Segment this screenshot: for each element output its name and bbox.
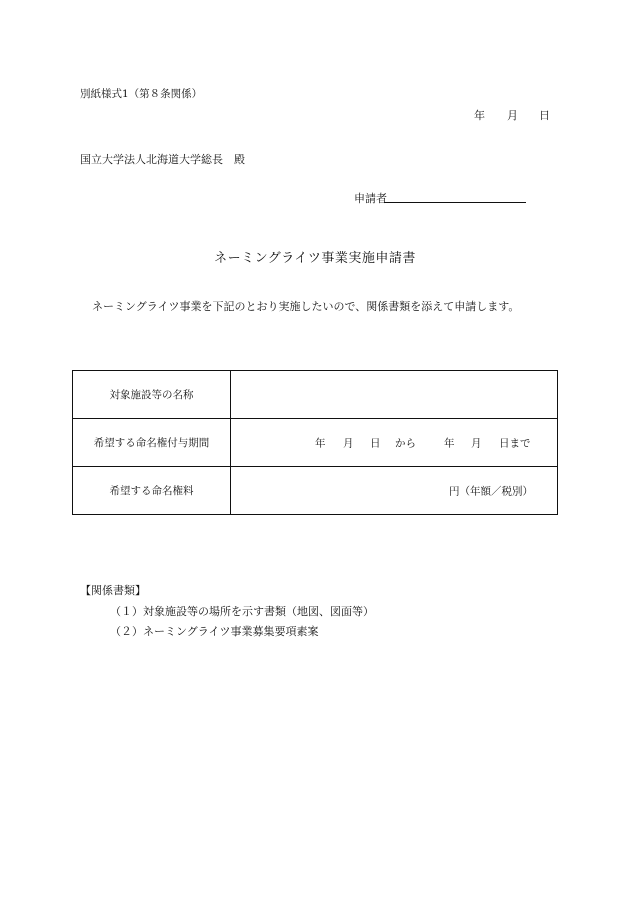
period-until: 日まで [499,437,531,449]
period-field[interactable] [231,419,558,467]
period-end-year: 年 [444,437,455,449]
period-from: から [395,437,416,449]
date-day: 日 [539,109,550,122]
related-item-1: （１）対象施設等の場所を示す書類（地図、図面等） [110,605,374,618]
date-month: 月 [507,109,518,122]
document-title: ネーミングライツ事業実施申請書 [214,251,416,266]
period-end-month: 月 [471,437,482,449]
table-row-fee [73,467,558,515]
date-year: 年 [474,109,485,122]
period-start-month: 月 [343,437,354,449]
form-code: 別紙様式1（第８条関係） [80,88,203,100]
fee-suffix: 円（年額／税別） [449,485,533,497]
intro-text: ネーミングライツ事業を下記のとおり実施したいので、関係書類を添えて申請します。 [92,300,520,313]
period-label: 希望する命名権付与期間 [73,419,231,467]
addressee: 国立大学法人北海道大学総長 殿 [80,153,245,166]
application-table [72,370,558,515]
related-item-2: （２）ネーミングライツ事業募集要項素案 [110,625,319,638]
facility-name-field[interactable] [231,371,558,419]
fee-label: 希望する命名権料 [73,467,231,515]
table-row-period [73,419,558,467]
fee-field[interactable] [231,467,558,515]
period-start-year: 年 [315,437,326,449]
applicant-label: 申請者 [354,192,387,205]
related-documents-heading: 【関係書類】 [80,584,146,597]
applicant-signature-line[interactable] [384,202,526,203]
table-row-facility [73,371,558,419]
facility-name-label: 対象施設等の名称 [73,371,231,419]
period-start-day: 日 [370,437,381,449]
